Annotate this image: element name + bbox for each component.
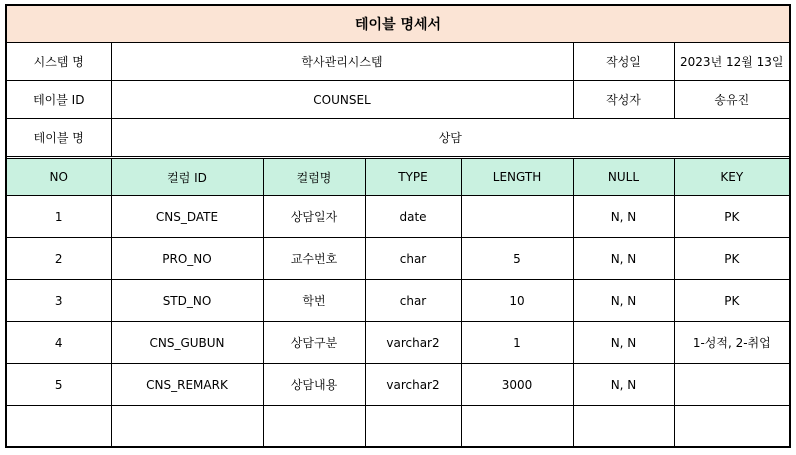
cell-no: 5 [7, 364, 111, 406]
table-row [7, 238, 789, 280]
table-row [7, 364, 789, 406]
cell-column-name: 교수번호 [263, 238, 365, 280]
column-header-id: 컬럼 ID [111, 158, 263, 196]
cell-key: 1-성적, 2-취업 [674, 322, 789, 364]
cell-length: 10 [461, 280, 573, 322]
cell-no: 4 [7, 322, 111, 364]
cell-key: PK [674, 238, 789, 280]
cell-column-name: 상담구분 [263, 322, 365, 364]
cell-no: 2 [7, 238, 111, 280]
column-header-name: 컬럼명 [263, 158, 365, 196]
column-header-type: TYPE [365, 158, 461, 196]
cell-column-name [263, 406, 365, 447]
table-id-label: 테이블 ID [7, 81, 111, 119]
cell-null: N, N [573, 364, 674, 406]
cell-null [573, 406, 674, 447]
system-name-label: 시스템 명 [7, 43, 111, 81]
author-label: 작성자 [573, 81, 674, 119]
cell-column-id [111, 406, 263, 447]
cell-length: 1 [461, 322, 573, 364]
author-value: 송유진 [674, 81, 789, 119]
table-row [7, 280, 789, 322]
sheet-title: 테이블 명세서 [7, 6, 789, 43]
date-value: 2023년 12월 13일 [674, 43, 789, 81]
table-name-label: 테이블 명 [7, 119, 111, 158]
cell-length [461, 196, 573, 238]
cell-length: 5 [461, 238, 573, 280]
table-row [7, 322, 789, 364]
cell-null: N, N [573, 196, 674, 238]
cell-column-id: CNS_DATE [111, 196, 263, 238]
column-header-null: NULL [573, 158, 674, 196]
cell-no: 3 [7, 280, 111, 322]
table-spec-sheet [5, 4, 791, 448]
cell-no: 1 [7, 196, 111, 238]
system-name-value: 학사관리시스템 [111, 43, 573, 81]
cell-type: varchar2 [365, 364, 461, 406]
cell-column-id: CNS_REMARK [111, 364, 263, 406]
column-header-length: LENGTH [461, 158, 573, 196]
cell-type: char [365, 280, 461, 322]
cell-column-name: 학번 [263, 280, 365, 322]
cell-type: varchar2 [365, 322, 461, 364]
cell-key [674, 364, 789, 406]
cell-column-name: 상담내용 [263, 364, 365, 406]
table-row [7, 196, 789, 238]
cell-key [674, 406, 789, 447]
date-label: 작성일 [573, 43, 674, 81]
column-header-row [7, 158, 789, 196]
cell-null: N, N [573, 238, 674, 280]
spec-table [7, 6, 789, 446]
cell-column-id: STD_NO [111, 280, 263, 322]
table-name-value: 상담 [111, 119, 789, 158]
cell-column-id: PRO_NO [111, 238, 263, 280]
cell-column-name: 상담일자 [263, 196, 365, 238]
column-header-no: NO [7, 158, 111, 196]
cell-type [365, 406, 461, 447]
cell-length: 3000 [461, 364, 573, 406]
cell-null: N, N [573, 280, 674, 322]
cell-type: date [365, 196, 461, 238]
cell-null: N, N [573, 322, 674, 364]
table-id-value: COUNSEL [111, 81, 573, 119]
cell-column-id: CNS_GUBUN [111, 322, 263, 364]
cell-key: PK [674, 280, 789, 322]
cell-type: char [365, 238, 461, 280]
table-row [7, 406, 789, 447]
cell-length [461, 406, 573, 447]
cell-no [7, 406, 111, 447]
cell-key: PK [674, 196, 789, 238]
column-header-key: KEY [674, 158, 789, 196]
